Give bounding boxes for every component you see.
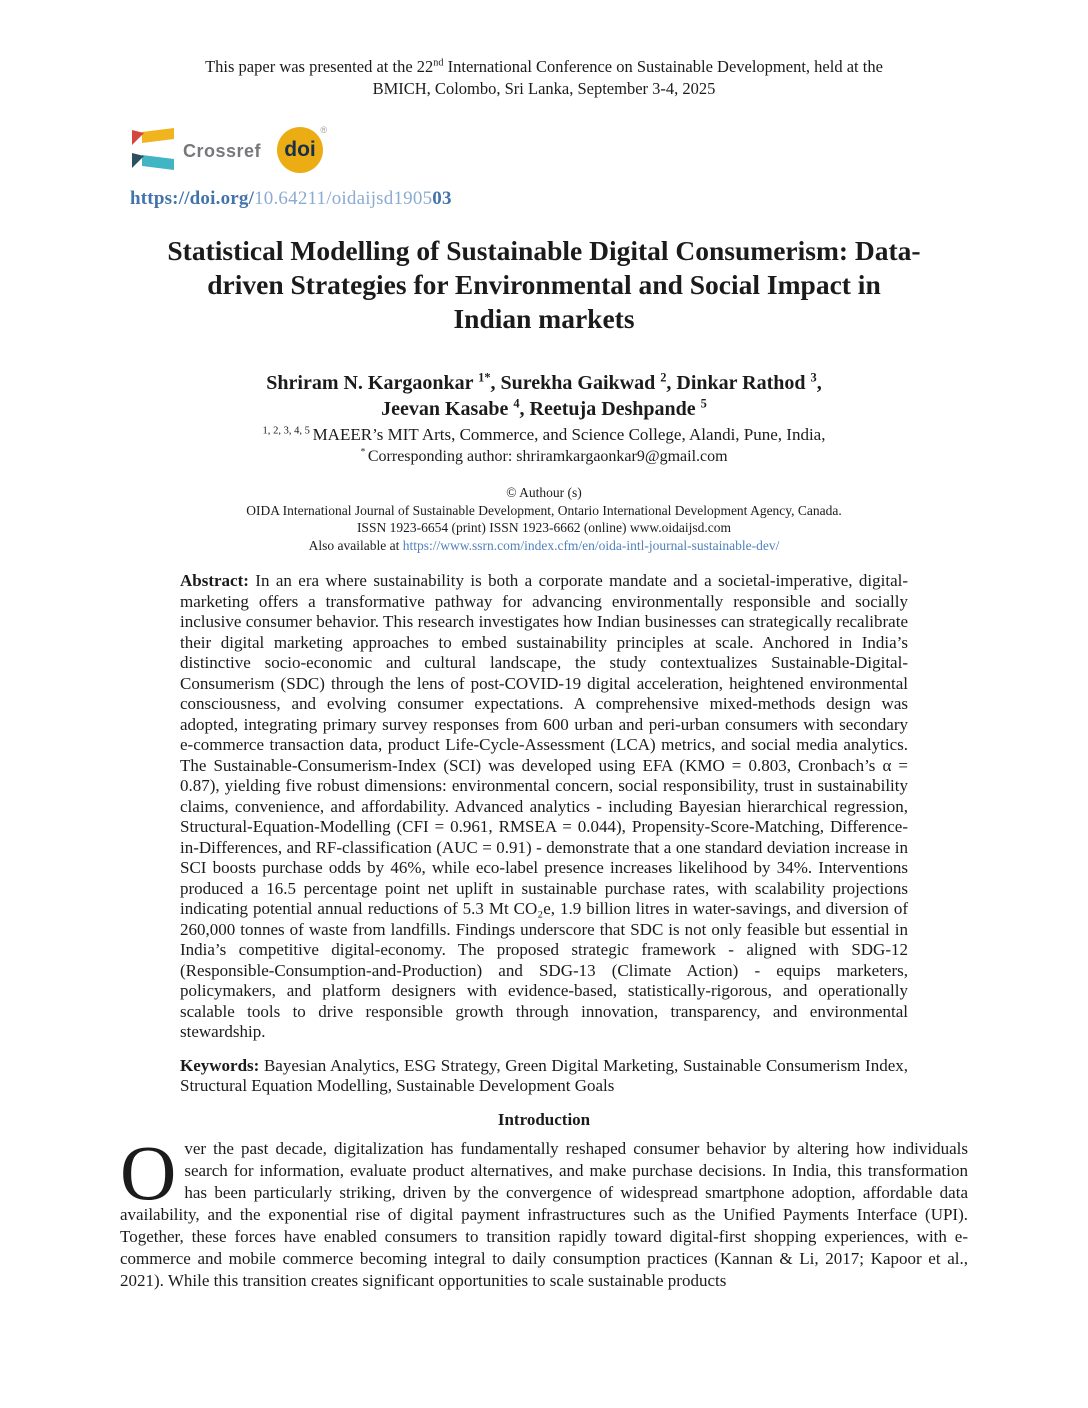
author-name: , Reetuja Deshpande xyxy=(519,398,701,420)
title-line-1: Statistical Modelling of Sustainable Digital Consumerism: Data- xyxy=(167,235,921,266)
abstract-section xyxy=(180,571,908,1043)
doi-link-middle[interactable]: 10.64211/oidaijsd1905 xyxy=(254,188,433,209)
issn-line: ISSN 1923-6654 (print) ISSN 1923-6662 (online) www.oidaijsd.com xyxy=(356,520,732,535)
doi-badge-circle: doi xyxy=(277,127,323,173)
corresponding-author-line xyxy=(0,446,1088,468)
abstract-label: Abstract: xyxy=(180,571,249,590)
logo-row xyxy=(130,126,1088,176)
availability-line xyxy=(0,537,1088,555)
author-superscript: 2 xyxy=(660,370,667,385)
doi-link[interactable] xyxy=(130,188,1088,210)
introduction-heading: Introduction xyxy=(497,1109,591,1129)
crossref-icon xyxy=(130,127,176,176)
journal-line: OIDA International Journal of Sustainable Development, Ontario International Development Agency, Canada. xyxy=(246,502,842,518)
author-name: Jeevan Kasabe xyxy=(381,398,514,420)
author-name: Shriram N. Kargaonkar xyxy=(266,372,479,394)
author-superscript: 1* xyxy=(478,370,491,385)
affiliation xyxy=(0,424,1088,468)
ordinal-superscript: nd xyxy=(433,57,444,69)
author-name: , Surekha Gaikwad xyxy=(490,372,661,394)
crossref-logo xyxy=(130,127,261,176)
affiliation-text: MAEER’s MIT Arts, Commerce, and Science College, Alandi, Pune, India, xyxy=(312,425,826,444)
author-list xyxy=(0,370,1088,422)
conference-note-line1 xyxy=(0,56,1088,78)
title-line-2: driven Strategies for Environmental and Social Impact in xyxy=(207,269,881,300)
crossref-label: Crossref xyxy=(183,140,262,161)
authors-line-1 xyxy=(0,370,1088,396)
conference-note-text: This paper was presented at the 22 xyxy=(205,57,434,76)
doi-link-suffix[interactable]: 03 xyxy=(432,188,452,209)
registered-mark-icon: ® xyxy=(320,125,328,135)
copyright-line: © Authour (s) xyxy=(506,485,582,500)
keywords-label: Keywords: xyxy=(180,1055,260,1075)
title-line-3: Indian markets xyxy=(453,303,635,334)
author-name: , xyxy=(816,372,822,394)
affiliation-superscript: 1, 2, 3, 4, 5 xyxy=(262,425,313,437)
authors-line-2 xyxy=(0,396,1088,422)
availability-text: Also available at xyxy=(308,537,403,553)
introduction-paragraph xyxy=(120,1128,968,1292)
drop-cap: O xyxy=(120,1128,177,1216)
author-name: , Dinkar Rathod xyxy=(666,372,811,394)
keywords-body: Bayesian Analytics, ESG Strategy, Green Digital Marketing, Sustainable Consumerism Index, Structural Equation Modelling, Sustainable Development Goals xyxy=(180,1055,908,1095)
author-superscript: 3 xyxy=(810,370,817,385)
conference-note-text: International Conference on Sustainable Development, held at the xyxy=(443,57,883,76)
affiliation-line xyxy=(0,424,1088,446)
journal-imprint xyxy=(0,484,1088,554)
conference-note xyxy=(0,0,1088,100)
ssrn-link[interactable]: https://www.ssrn.com/index.cfm/en/oida-intl-journal-sustainable-dev/ xyxy=(402,537,780,553)
corresponding-superscript: * xyxy=(360,446,368,458)
keywords-section xyxy=(180,1056,908,1097)
introduction-body: ver the past decade, digitalization has fundamentally reshaped consumer behavior by altering how individuals search for information, evaluate product alternatives, and make purchase decisions. In India, this transformation has been particularly striking, driven by the convergence of widespread smartphone adoption, affordable data availability, and the exponential rise of digital payment infrastructures such as the Unified Payments Interface (UPI). Together, these forces have enabled consumers to transition rapidly toward digital-first shopping experiences, with e-commerce and mobile commerce becoming integral to daily consumption practices (Kannan & Li, 2017; Kapoor et al., 2021). While this transition creates significant opportunities to scale sustainable products xyxy=(120,1138,968,1290)
abstract-body: In an era where sustainability is both a corporate mandate and a societal-imperative, digital-marketing offers a transformative pathway for advancing environmentally responsible and socially inclusive consumer behavior. This research investigates how Indian businesses can strategically recalibrate their digital marketing approaches to embed sustainability principles at scale. Anchored in India’s distinctive socio-economic and cultural landscape, the study contextualizes Sustainable-Digital-Consumerism (SDC) through the lens of post-COVID-19 digital acceleration, heightened environmental consciousness, and evolving consumer expectations. A comprehensive mixed-methods design was adopted, integrating primary survey responses from 600 urban and peri-urban consumers with secondary e-commerce transaction data, product Life-Cycle-Assessment (LCA) metrics, and social media analytics. The Sustainable-Consumerism-Index (SCI) was developed using EFA (KMO = 0.803, Cronbach’s α = 0.87), yielding five robust dimensions: environmental concern, social responsibility, trust in sustainability claims, convenience, and affordability. Advanced analytics - including Bayesian hierarchical regression, Structural-Equation-Modelling (CFI = 0.961, RMSEA = 0.044), Propensity-Score-Matching, Difference-in-Differences, and RF-classification (AUC = 0.91) - demonstrate that a one standard deviation increase in SCI boosts purchase odds by 46%, while eco-label presence increases likelihood by 34%. Interventions produced a 16.5 percentage point net uplift in sustainable purchase rates, with scalability projections indicating potential annual reductions of 5.3 Mt CO₂e, 1.9 billion litres in water-savings, and diversion of 260,000 tonnes of waste from landfills. Findings underscore that SDC is not only feasible but essential in India’s competitive digital-economy. The proposed strategic framework - aligned with SDG-12 (Responsible-Consumption-and-Production) and SDG-13 (Climate Action) - equips marketers, policymakers, and platform designers with evidence-based, statistically-rigorous, and operationally scalable tools to drive responsible growth through innovation, transparency, and environmental stewardship. xyxy=(180,571,908,1041)
page-title xyxy=(0,234,1088,336)
corresponding-author-text: Corresponding author: shriramkargaonkar9@gmail.com xyxy=(367,448,728,465)
doi-link-prefix[interactable]: https://doi.org/ xyxy=(130,188,255,209)
conference-note-line2: BMICH, Colombo, Sri Lanka, September 3-4, 2025 xyxy=(372,79,716,98)
doi-logo xyxy=(277,125,328,175)
author-superscript: 4 xyxy=(513,396,520,411)
author-superscript: 5 xyxy=(700,396,707,411)
